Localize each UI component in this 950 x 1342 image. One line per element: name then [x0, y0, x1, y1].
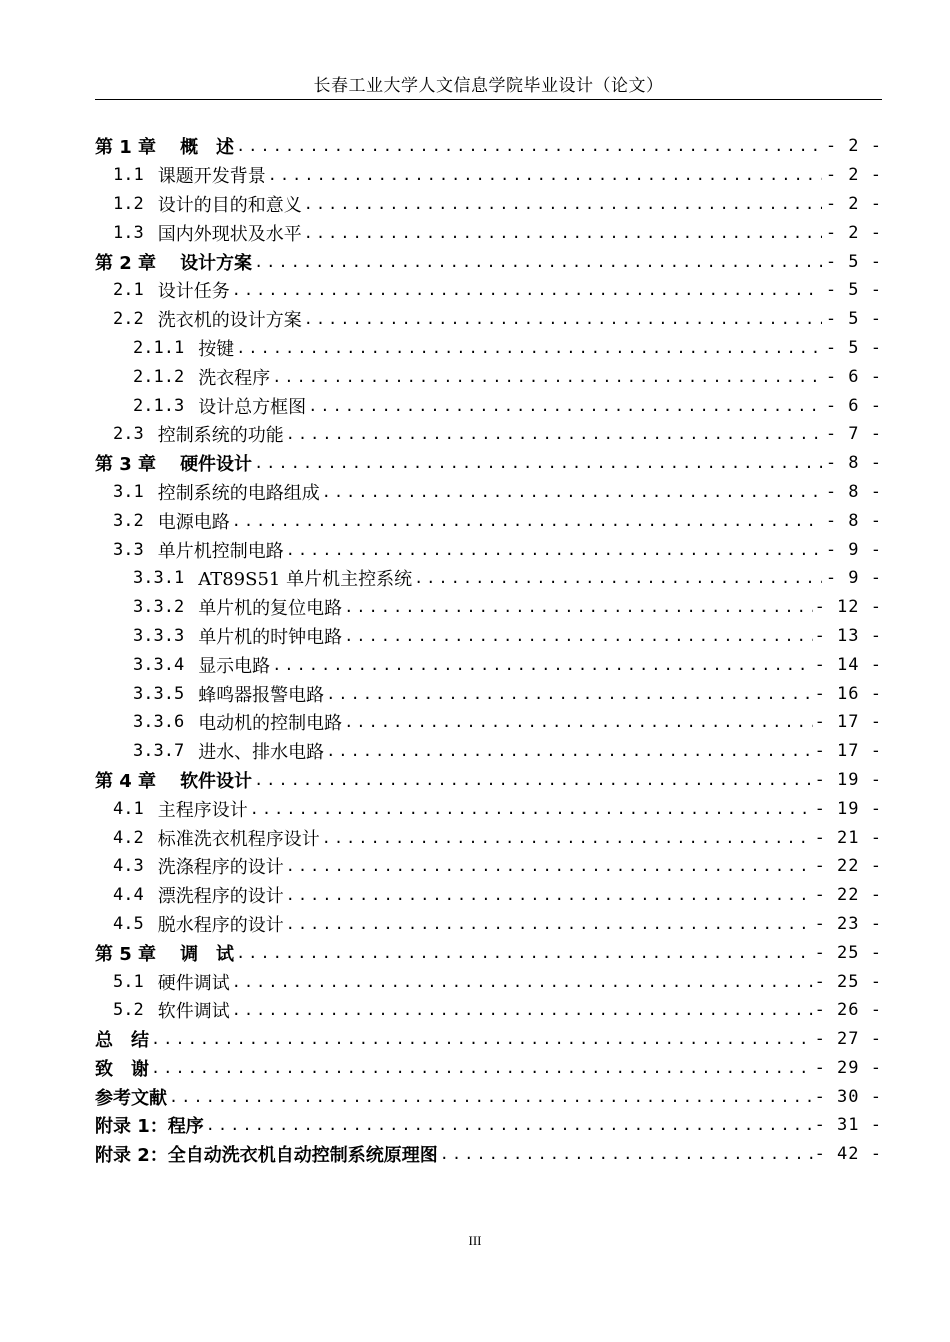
toc-entry-title: 主程序设计 — [157, 799, 248, 821]
toc-entry-page: - 25 - — [814, 942, 882, 963]
toc-entry[interactable] — [95, 247, 882, 276]
toc-entry-page: - 8 - — [825, 481, 882, 502]
toc-leader-dots — [304, 195, 822, 213]
toc-leader-dots — [232, 973, 813, 991]
toc-entry-page: - 27 - — [814, 1029, 882, 1050]
toc-leader-dots — [236, 339, 822, 357]
toc-entry-number: 3.3.4 — [133, 654, 185, 675]
header-rule — [95, 99, 882, 100]
toc-leader-dots — [272, 368, 822, 386]
toc-entry-title: 设计方案 — [180, 252, 253, 274]
toc-entry-number: 3.3.1 — [133, 568, 185, 589]
toc-leader-dots — [272, 656, 812, 674]
toc-entry-page: - 26 - — [814, 1000, 882, 1021]
toc-entry-page: - 30 - — [814, 1086, 882, 1107]
toc-entry[interactable] — [95, 679, 882, 708]
toc-entry-page: - 29 - — [814, 1057, 882, 1078]
toc-leader-dots — [232, 281, 822, 299]
toc-entry[interactable] — [95, 967, 882, 996]
toc-entry[interactable] — [95, 1111, 882, 1140]
toc-entry-page: - 9 - — [825, 568, 882, 589]
toc-entry-title: 软件设计 — [180, 770, 253, 792]
toc-leader-dots — [232, 1001, 813, 1019]
toc-entry-page: - 6 - — [825, 395, 882, 416]
toc-entry-number: 3.2 — [113, 510, 144, 531]
toc-entry-number: 第 3 章 — [95, 454, 157, 476]
toc-entry-title: 电动机的控制电路 — [198, 713, 343, 735]
toc-leader-dots — [440, 1145, 813, 1163]
toc-entry-number: 4.5 — [113, 913, 144, 934]
toc-entry-title: 国内外现状及水平 — [157, 223, 302, 245]
toc-entry-page: - 6 - — [825, 366, 882, 387]
toc-entry[interactable] — [95, 564, 882, 593]
toc-entry-page: - 17 - — [814, 712, 882, 733]
toc-leader-dots — [344, 598, 812, 616]
toc-leader-dots — [308, 397, 822, 415]
toc-entry-number: 1.1 — [113, 165, 144, 186]
toc-entry[interactable] — [95, 190, 882, 219]
toc-entry-number: 第 4 章 — [95, 770, 157, 792]
toc-entry-page: - 31 - — [814, 1115, 882, 1136]
toc-entry[interactable] — [95, 276, 882, 305]
toc-entry[interactable] — [95, 996, 882, 1025]
toc-entry-page: - 8 - — [825, 453, 882, 474]
toc-entry[interactable] — [95, 449, 882, 478]
table-of-contents — [95, 132, 882, 1169]
toc-entry-title: 设计任务 — [157, 281, 230, 303]
toc-entry-title: 控制系统的电路组成 — [157, 482, 320, 504]
toc-entry[interactable] — [95, 1054, 882, 1083]
toc-entry[interactable] — [95, 910, 882, 939]
toc-entry-number: 5.1 — [113, 971, 144, 992]
toc-entry-number: 3.3 — [113, 539, 144, 560]
toc-leader-dots — [304, 224, 822, 242]
toc-entry-title: 显示电路 — [198, 655, 271, 677]
toc-entry-title: 致 谢 — [95, 1058, 149, 1080]
toc-leader-dots — [254, 771, 813, 789]
toc-entry-title: 漂洗程序的设计 — [157, 886, 284, 908]
toc-entry-number: 2.1.3 — [133, 395, 185, 416]
toc-entry-title: 标准洗衣机程序设计 — [157, 828, 320, 850]
toc-entry[interactable] — [95, 593, 882, 622]
toc-entry-number: 4.4 — [113, 885, 144, 906]
toc-entry[interactable] — [95, 132, 882, 161]
toc-leader-dots — [304, 310, 822, 328]
toc-entry-page: - 7 - — [825, 424, 882, 445]
toc-leader-dots — [286, 915, 813, 933]
toc-entry-page: - 22 - — [814, 856, 882, 877]
toc-leader-dots — [268, 166, 822, 184]
toc-entry-number: 3.3.6 — [133, 712, 185, 733]
toc-leader-dots — [250, 800, 813, 818]
toc-entry-number: 2.2 — [113, 309, 144, 330]
toc-entry-title: 总 结 — [95, 1030, 149, 1052]
toc-entry[interactable] — [95, 650, 882, 679]
toc-entry-page: - 2 - — [825, 193, 882, 214]
toc-entry-number: 5.2 — [113, 1000, 144, 1021]
toc-leader-dots — [344, 627, 812, 645]
toc-entry[interactable] — [95, 535, 882, 564]
toc-entry-title: 进水、排水电路 — [198, 742, 325, 764]
toc-entry-title: 设计的目的和意义 — [157, 194, 302, 216]
toc-entry-page: - 5 - — [825, 251, 882, 272]
toc-entry-page: - 13 - — [814, 625, 882, 646]
toc-entry[interactable] — [95, 622, 882, 651]
toc-entry-page: - 2 - — [825, 136, 882, 157]
toc-entry-page: - 22 - — [814, 885, 882, 906]
toc-entry-number: 1.3 — [113, 222, 144, 243]
toc-entry-number: 3.3.5 — [133, 683, 185, 704]
toc-leader-dots — [236, 944, 813, 962]
toc-entry-number: 3.1 — [113, 481, 144, 502]
toc-entry-title: AT89S51 单片机主控系统 — [198, 569, 413, 591]
toc-entry-number: 2.3 — [113, 424, 144, 445]
toc-entry-page: - 12 - — [814, 597, 882, 618]
toc-entry-page: - 23 - — [814, 913, 882, 934]
toc-entry-page: - 16 - — [814, 683, 882, 704]
toc-leader-dots — [206, 1116, 813, 1134]
toc-entry-title: 电源电路 — [157, 511, 230, 533]
toc-entry-number: 2.1 — [113, 280, 144, 301]
toc-entry-number: 3.3.2 — [133, 597, 185, 618]
toc-entry[interactable] — [95, 305, 882, 334]
toc-entry[interactable] — [95, 766, 882, 795]
toc-entry-page: - 8 - — [825, 510, 882, 531]
toc-entry-page: - 5 - — [825, 337, 882, 358]
toc-entry[interactable] — [95, 823, 882, 852]
toc-entry[interactable] — [95, 218, 882, 247]
toc-entry-page: - 17 - — [814, 741, 882, 762]
toc-entry-title: 单片机控制电路 — [157, 540, 284, 562]
toc-entry-title: 单片机的复位电路 — [198, 598, 343, 620]
toc-entry-page: - 19 - — [814, 798, 882, 819]
toc-leader-dots — [326, 685, 812, 703]
toc-entry[interactable] — [95, 362, 882, 391]
toc-entry-title: 课题开发背景 — [157, 166, 266, 188]
toc-entry-number: 2.1.1 — [133, 337, 185, 358]
toc-entry-title: 硬件设计 — [180, 454, 253, 476]
toc-leader-dots — [286, 857, 813, 875]
toc-entry-title: 洗衣机的设计方案 — [157, 310, 302, 332]
toc-entry-title: 附录 2：全自动洗衣机自动控制系统原理图 — [95, 1145, 438, 1167]
toc-entry[interactable] — [95, 1082, 882, 1111]
toc-entry-title: 蜂鸣器报警电路 — [198, 684, 325, 706]
toc-leader-dots — [286, 886, 813, 904]
toc-entry-number: 第 5 章 — [95, 943, 157, 965]
toc-entry[interactable] — [95, 852, 882, 881]
toc-entry[interactable] — [95, 478, 882, 507]
toc-entry[interactable] — [95, 794, 882, 823]
toc-entry[interactable] — [95, 737, 882, 766]
toc-entry-title: 调 试 — [180, 943, 235, 965]
toc-leader-dots — [414, 569, 822, 587]
toc-entry-number: 1.2 — [113, 193, 144, 214]
toc-entry-title: 概 述 — [180, 137, 235, 159]
toc-leader-dots — [232, 512, 822, 530]
toc-entry-number: 3.3.7 — [133, 741, 185, 762]
toc-entry-number: 4.1 — [113, 798, 144, 819]
toc-leader-dots — [286, 425, 822, 443]
toc-entry-number: 2.1.2 — [133, 366, 185, 387]
toc-entry-title: 脱水程序的设计 — [157, 914, 284, 936]
toc-entry-title: 控制系统的功能 — [157, 425, 284, 447]
toc-entry[interactable] — [95, 938, 882, 967]
toc-entry-title: 参考文献 — [95, 1087, 167, 1109]
toc-entry-page: - 5 - — [825, 309, 882, 330]
toc-leader-dots — [322, 829, 813, 847]
toc-leader-dots — [151, 1030, 813, 1048]
toc-entry-page: - 19 - — [814, 769, 882, 790]
toc-entry[interactable] — [95, 1140, 882, 1169]
toc-entry[interactable] — [95, 334, 882, 363]
toc-leader-dots — [326, 742, 812, 760]
toc-leader-dots — [169, 1088, 813, 1106]
toc-entry-title: 硬件调试 — [157, 972, 230, 994]
toc-entry-page: - 5 - — [825, 280, 882, 301]
toc-leader-dots — [344, 713, 812, 731]
toc-entry[interactable] — [95, 506, 882, 535]
toc-entry-number: 第 2 章 — [95, 252, 157, 274]
toc-entry-title: 按键 — [198, 338, 235, 360]
toc-leader-dots — [322, 483, 822, 501]
toc-leader-dots — [254, 253, 822, 271]
toc-leader-dots — [286, 541, 822, 559]
toc-entry-number: 4.3 — [113, 856, 144, 877]
toc-entry-page: - 21 - — [814, 827, 882, 848]
running-header: 长春工业大学人文信息学院毕业设计（论文） — [313, 76, 664, 96]
toc-leader-dots — [151, 1059, 813, 1077]
toc-entry[interactable] — [95, 881, 882, 910]
toc-entry-title: 软件调试 — [157, 1001, 230, 1023]
toc-entry-page: - 2 - — [825, 222, 882, 243]
toc-entry-title: 洗衣程序 — [198, 367, 271, 389]
toc-entry-number: 3.3.3 — [133, 625, 185, 646]
toc-entry-title: 单片机的时钟电路 — [198, 626, 343, 648]
toc-entry-number: 4.2 — [113, 827, 144, 848]
toc-leader-dots — [254, 454, 822, 472]
toc-entry[interactable] — [95, 391, 882, 420]
toc-entry-title: 洗涤程序的设计 — [157, 857, 284, 879]
toc-entry[interactable] — [95, 708, 882, 737]
toc-entry-title: 附录 1：程序 — [95, 1116, 204, 1138]
toc-entry-page: - 42 - — [814, 1144, 882, 1165]
toc-entry[interactable] — [95, 420, 882, 449]
toc-entry-page: - 9 - — [825, 539, 882, 560]
toc-entry-number: 第 1 章 — [95, 137, 157, 159]
toc-entry-page: - 14 - — [814, 654, 882, 675]
toc-leader-dots — [236, 137, 822, 155]
toc-entry-page: - 2 - — [825, 165, 882, 186]
toc-entry[interactable] — [95, 161, 882, 190]
toc-entry-page: - 25 - — [814, 971, 882, 992]
toc-entry-title: 设计总方框图 — [198, 396, 307, 418]
page-number: III — [468, 1233, 482, 1248]
toc-entry[interactable] — [95, 1025, 882, 1054]
